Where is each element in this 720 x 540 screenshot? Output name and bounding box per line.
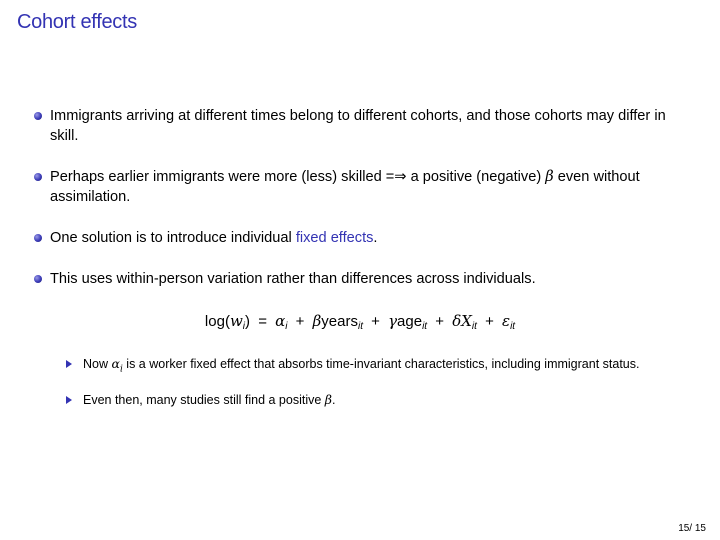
regression-equation: [0, 312, 720, 332]
bullet-list: [34, 106, 684, 289]
triangle-bullet-icon: [66, 360, 72, 368]
eq-plus: +: [485, 313, 494, 330]
bullet-item: [34, 106, 684, 146]
subbullet-text: Even then, many studies still find a positive: [83, 392, 325, 407]
bullet-ball-icon: [34, 234, 42, 242]
fixed-effects-link[interactable]: fixed effects: [295, 230, 374, 246]
bullet-ball-icon: [34, 173, 42, 181]
bullet-text: even without assimilation.: [50, 169, 640, 205]
eq-plus: +: [371, 313, 380, 330]
eq-age-sub: it: [422, 321, 428, 332]
bullet-text: Immigrants arriving at different times belong to different cohorts, and those cohorts may differ in skill.: [50, 108, 666, 144]
eq-alpha: α: [275, 312, 286, 330]
bullet-item: [34, 167, 684, 207]
eq-alpha-sub: i: [285, 321, 288, 332]
bullet-text: One solution is to introduce individual: [50, 230, 296, 246]
eq-delta: δ: [452, 312, 462, 330]
eq-epsilon-sub: it: [510, 321, 516, 332]
subbullet-text: is a worker fixed effect that absorbs time-invariant characteristics, including immigrant status.: [122, 357, 640, 371]
eq-age: age: [397, 313, 423, 330]
eq-beta: β: [312, 312, 322, 330]
eq-years-sub: it: [357, 321, 363, 332]
subbullet-text: .: [332, 392, 336, 407]
bullet-item: [34, 228, 684, 248]
eq-rparen: ): [245, 313, 251, 330]
bullet-text: a positive (negative): [406, 169, 546, 185]
alpha-subscript: i: [119, 364, 123, 375]
subbullet-item: [66, 356, 676, 378]
alpha-symbol: α: [111, 356, 120, 371]
page-number: 15/ 15: [678, 523, 706, 534]
bullet-ball-icon: [34, 275, 42, 283]
beta-symbol: β: [324, 391, 333, 407]
triangle-bullet-icon: [66, 396, 72, 404]
beta-symbol: β: [545, 168, 554, 185]
bullet-text: .: [373, 230, 378, 246]
bullet-text: This uses within-person variation rather than differences across individuals.: [50, 271, 536, 287]
eq-w-sub: i: [242, 321, 246, 332]
eq-equals: =: [258, 313, 267, 330]
eq-plus: +: [435, 313, 445, 330]
eq-w: w: [229, 312, 243, 330]
subbullet-item: [66, 392, 676, 408]
bullet-item: [34, 269, 684, 289]
implies-symbol: =⇒: [385, 169, 407, 185]
eq-log: log(: [204, 313, 230, 330]
eq-gamma: γ: [388, 312, 398, 330]
eq-plus: +: [295, 313, 305, 330]
bullet-ball-icon: [34, 112, 42, 120]
slide-title: Cohort effects: [17, 11, 137, 33]
bullet-text: Perhaps earlier immigrants were more (less) skilled: [50, 169, 386, 185]
eq-years: years: [321, 313, 358, 330]
eq-x-sub: it: [471, 321, 477, 332]
eq-x: X: [461, 312, 472, 330]
subbullet-list: [66, 356, 676, 408]
eq-epsilon: ε: [502, 312, 511, 330]
subbullet-text: Now: [83, 357, 112, 371]
